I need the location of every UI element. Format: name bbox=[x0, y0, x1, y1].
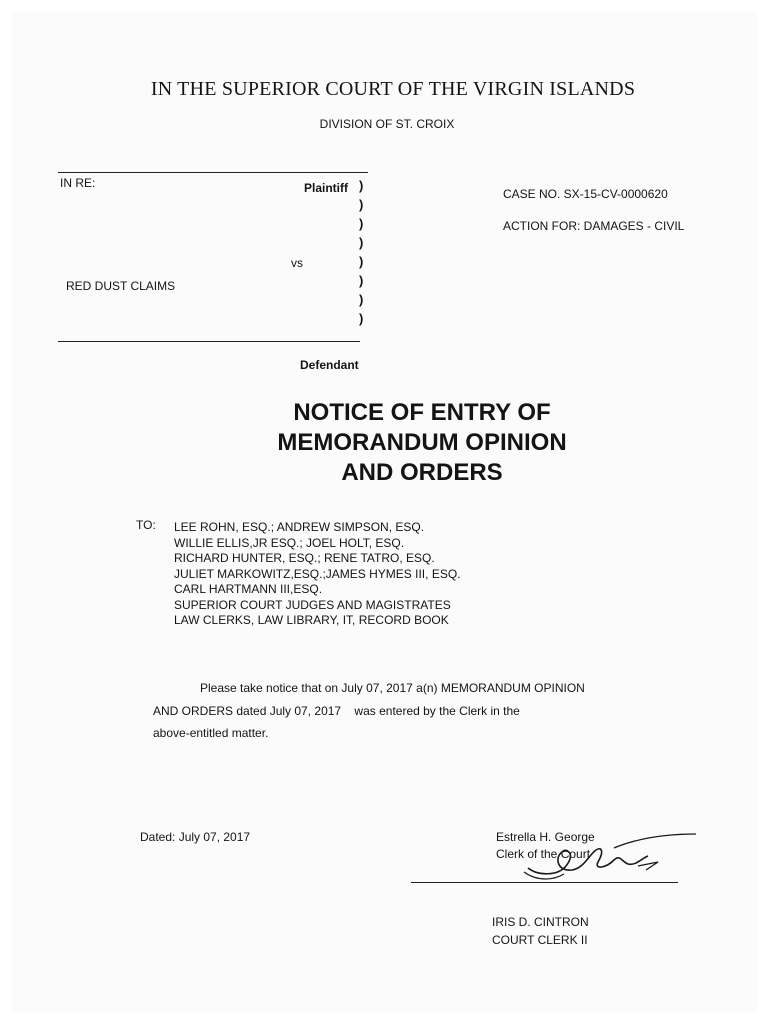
vs-label: vs bbox=[291, 256, 303, 270]
in-re-label: IN RE: bbox=[60, 176, 96, 190]
recipient-list bbox=[174, 520, 461, 629]
recipient-line: RICHARD HUNTER, ESQ.; RENE TATRO, ESQ. bbox=[174, 551, 435, 565]
division-label: DIVISION OF ST. CROIX bbox=[319, 117, 455, 131]
recipient-line: JULIET MARKOWITZ,ESQ.;JAMES HYMES III, ESQ. bbox=[174, 566, 461, 581]
notice-body-line-1: Please take notice that on July 07, 2017 a(n) MEMORANDUM OPINION bbox=[200, 681, 585, 695]
recipient-line: WILLIE ELLIS,JR ESQ.; JOEL HOLT, ESQ. bbox=[174, 535, 405, 550]
notice-title-line-1: NOTICE OF ENTRY OF bbox=[293, 399, 551, 426]
clerk-name: Estrella H. George bbox=[496, 830, 595, 844]
dated-label: Dated: July 07, 2017 bbox=[140, 830, 251, 844]
to-label: TO: bbox=[136, 518, 156, 532]
caption-parentheses: ) ) ) ) ) ) ) ) bbox=[359, 178, 364, 326]
signer-name: IRIS D. CINTRON bbox=[492, 915, 589, 929]
defendant-label: Defendant bbox=[300, 358, 359, 372]
recipient-line: LAW CLERKS, LAW LIBRARY, IT, RECORD BOOK bbox=[174, 613, 449, 627]
notice-title bbox=[0, 398, 770, 488]
handwritten-signature bbox=[518, 828, 708, 888]
signer-title: COURT CLERK II bbox=[492, 933, 588, 947]
recipient-line: LEE ROHN, ESQ.; ANDREW SIMPSON, ESQ. bbox=[174, 520, 425, 534]
clerk-title: Clerk of the Court bbox=[496, 847, 591, 861]
case-number: CASE NO. SX-15-CV-0000620 bbox=[503, 187, 668, 201]
notice-body-line-3: above-entitled matter. bbox=[153, 726, 269, 740]
caption-top-rule bbox=[58, 172, 368, 173]
recipient-line: SUPERIOR COURT JUDGES AND MAGISTRATES bbox=[174, 597, 451, 612]
signature-line bbox=[411, 882, 678, 883]
recipient-line: CARL HARTMANN III,ESQ. bbox=[174, 582, 323, 596]
party-name: RED DUST CLAIMS bbox=[66, 279, 176, 293]
court-title: IN THE SUPERIOR COURT OF THE VIRGIN ISLANDS bbox=[150, 78, 636, 100]
plaintiff-label: Plaintiff bbox=[304, 181, 348, 195]
notice-title-line-2: MEMORANDUM OPINION bbox=[277, 429, 567, 456]
notice-title-line-3: AND ORDERS bbox=[341, 459, 503, 486]
action-for: ACTION FOR: DAMAGES - CIVIL bbox=[503, 219, 685, 233]
notice-body-line-2: AND ORDERS dated July 07, 2017 was entered by the Clerk in the bbox=[153, 704, 520, 718]
caption-bottom-rule bbox=[58, 341, 360, 342]
